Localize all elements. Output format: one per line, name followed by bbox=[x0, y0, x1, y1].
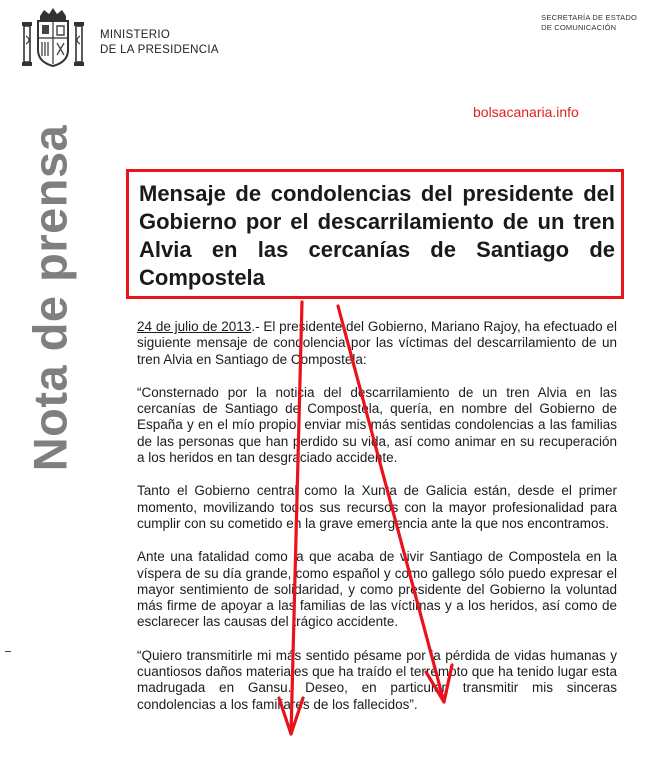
intro-text: .- El presidente del Gobierno, Mariano Rajoy, ha efectuado el siguiente mensaje de condolencia por las víctimas del descarrilamiento de un tren Alvia en Santiago de Compostela: bbox=[137, 319, 617, 367]
secretaria-line-2: DE COMUNICACIÓN bbox=[541, 23, 617, 32]
source-watermark: bolsacanaria.info bbox=[473, 104, 579, 120]
ministry-line-1: MINISTERIO bbox=[100, 29, 171, 41]
release-date: 24 de julio de 2013 bbox=[137, 319, 252, 334]
body-paragraph-2: Tanto el Gobierno central como la Xunta de Galicia están, desde el primer momento, movilizando todos sus recursos con la mayor profesionalidad para cumplir con su cometido en la grave emergencia ante la que nos encontramos. bbox=[137, 483, 617, 531]
press-release-label: Nota de prensa bbox=[23, 124, 77, 472]
ministry-line-2: DE LA PRESIDENCIA bbox=[100, 44, 219, 56]
body-paragraph-3: Ante una fatalidad como la que acaba de vivir Santiago de Compostela en la víspera de su día grande, como español y como gallego sólo puedo expresar el mayor sentimiento de solidaridad, y como presidente del Gobierno la voluntad más firme de apoyar a las familias de las víctimas y a los heridos, así como de esclarecer las causas del trágico accidente. bbox=[137, 549, 617, 630]
body-paragraph-4: “Quiero transmitirle mi más sentido pésame por la pérdida de vidas humanas y cuantiosos daños materiales que ha traído el terremoto que ha tenido lugar esta madrugada en Gansu. Deseo, en particular, transmitir mis sinceras condolencias a los familiares de los fallecidos”. bbox=[137, 647, 617, 712]
body-paragraph-1: “Consternado por la noticia del descarrilamiento de un tren Alvia en las cercanías de Santiago de Compostela, quería, en nombre del Gobierno de España y en el mío propio, enviar mis más sentidas condolencias a las familias de las personas que han perdido su vida, así como animar en su recuperación a los heridos en tan desgraciado accidente. bbox=[137, 384, 617, 466]
intro-paragraph bbox=[137, 319, 617, 368]
secretaria-name bbox=[541, 13, 637, 33]
coat-of-arms-icon bbox=[18, 6, 88, 72]
ministry-name bbox=[100, 28, 219, 58]
secretaria-line-1: SECRETARÍA DE ESTADO bbox=[541, 13, 637, 22]
headline: Mensaje de condolencias del presidente del Gobierno por el descarrilamiento de un tren Alvia en las cercanías de Santiago de Compostela bbox=[139, 181, 615, 290]
margin-dash bbox=[5, 651, 11, 652]
press-release-body bbox=[137, 319, 617, 730]
